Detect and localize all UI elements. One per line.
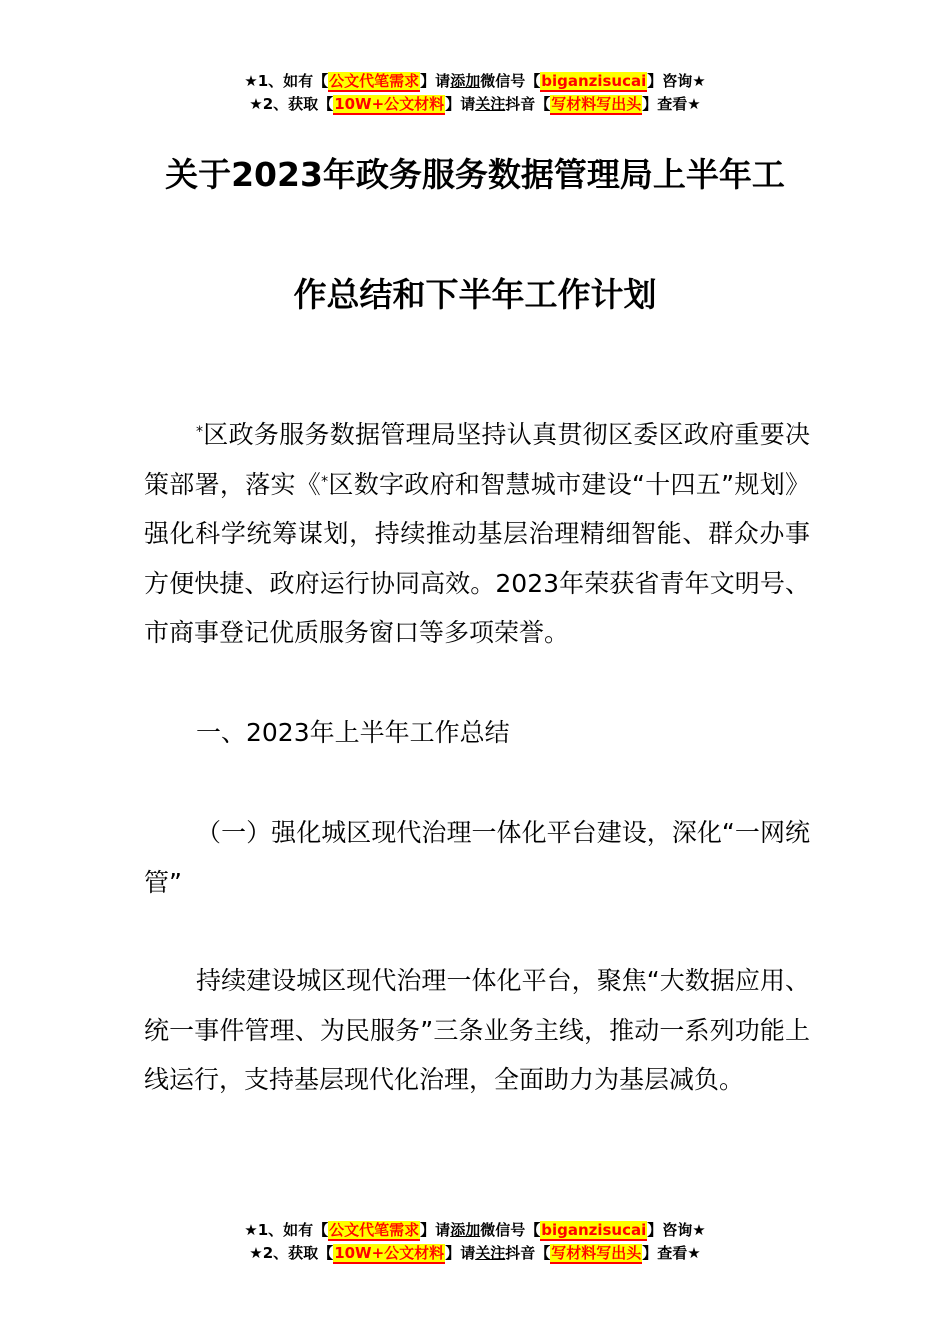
bottom-banner (0, 1219, 950, 1265)
banner-text: ★2、获取【 (249, 1244, 334, 1262)
wechat-id-highlight: biganzisucai (541, 1221, 647, 1239)
subsection-heading-1 (144, 808, 810, 907)
banner-text: 】请 (420, 1221, 451, 1239)
banner-highlight: 10W+公文材料 (334, 95, 445, 113)
banner-underlined: 添加 (450, 72, 481, 90)
body-paragraph-2 (144, 956, 810, 1105)
banner-text: ★1、如有【 (244, 1221, 329, 1239)
banner-text: 微信号【 (480, 1221, 541, 1239)
intro-text-1: 区政务服务数据管理局坚持认真贯彻区委区政府重要决策部署，落实《 (144, 420, 810, 499)
wechat-id-highlight: biganzisucai (541, 72, 647, 90)
douyin-id-highlight: 写材料写出头 (551, 1244, 642, 1262)
banner-underlined: 关注 (475, 1244, 506, 1262)
banner-underlined: 添加 (450, 1221, 481, 1239)
section-heading-1 (144, 708, 810, 758)
intro-text-2: 区数字政府和智慧城市建设“十四五”规划》强化科学统筹谋划，持续推动基层治理精细智能、群众办事方便快捷、政府运行协同高效。2023年荣获省青年文明号、市商事登记优质服务窗口等多项荣誉。 (144, 469, 810, 648)
banner-highlight: 公文代笔需求 (329, 1221, 420, 1239)
banner-text: 微信号【 (480, 72, 541, 90)
banner-highlight: 10W+公文材料 (334, 1244, 445, 1262)
redaction-mark: * (196, 424, 203, 440)
section-heading-text: 一、2023年上半年工作总结 (196, 718, 510, 747)
banner-text: ★2、获取【 (249, 95, 334, 113)
banner-text: 抖音【 (505, 1244, 551, 1262)
banner-underlined: 关注 (475, 95, 506, 113)
banner-line-2 (0, 1242, 950, 1265)
banner-text: 】请 (445, 95, 476, 113)
banner-text: 】查看★ (642, 95, 701, 113)
banner-text: ★1、如有【 (244, 72, 329, 90)
subsection-heading-text: （一）强化城区现代治理一体化平台建设，深化“一网统管” (144, 818, 810, 897)
banner-text: 】查看★ (642, 1244, 701, 1262)
intro-paragraph (144, 410, 810, 658)
banner-text: 】请 (420, 72, 451, 90)
douyin-id-highlight: 写材料写出头 (551, 95, 642, 113)
body-paragraph-text: 持续建设城区现代治理一体化平台，聚焦“大数据应用、统一事件管理、为民服务”三条业务主线，推动一系列功能上线运行，支持基层现代化治理，全面助力为基层减负。 (144, 966, 810, 1095)
top-banner (0, 70, 950, 116)
banner-line-1 (0, 70, 950, 93)
banner-line-1 (0, 1219, 950, 1242)
banner-text: 】咨询★ (647, 1221, 706, 1239)
document-title-line-2: 作总结和下半年工作计划 (293, 275, 657, 314)
document-title-line-1: 关于2023年政务服务数据管理局上半年工 (165, 155, 785, 194)
redaction-mark: * (321, 473, 329, 490)
banner-text: 】咨询★ (647, 72, 706, 90)
banner-highlight: 公文代笔需求 (329, 72, 420, 90)
banner-text: 抖音【 (505, 95, 551, 113)
banner-text: 】请 (445, 1244, 476, 1262)
banner-line-2 (0, 93, 950, 116)
